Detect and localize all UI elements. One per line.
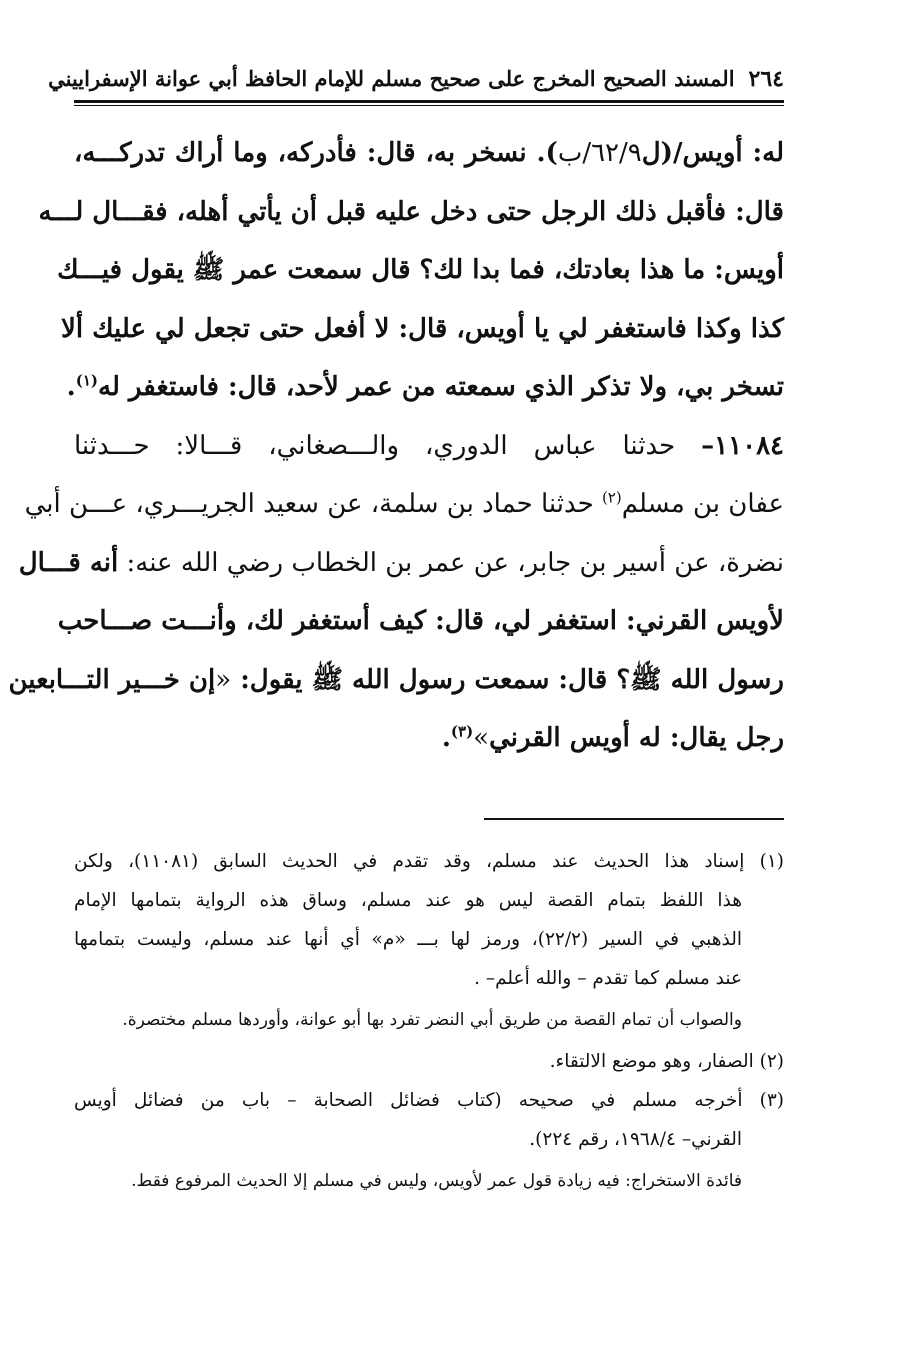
text-line-4: كذا وكذا فاستغفر لي يا أويس، قال: لا أفعل حتى تجعل لي عليك ألا [61,313,784,344]
footnote-1-line-1: (١) إسناد هذا الحديث عند مسلم، وقد تقدم في الحديث السابق (١١٠٨١)، ولكن [74,850,784,872]
quote-close: » [473,723,490,753]
text-segment-bold: أنه قـــال [18,547,119,578]
text-segment: تسخر بي، ولا تذكر الذي سمعته من عمر لأحد، قال: فاستغفر له [98,372,784,402]
text-line-9: لأويس القرني: استغفر لي، قال: كيف أستغفر لك، وأنـــت صـــاحب [57,606,784,636]
book-title: المسند الصحيح المخرج على صحيح مسلم للإمام الحافظ أبي عوانة الإسفراييني [48,66,735,91]
text-line-3: أويس: ما هذا بعادتك، فما بدا لك؟ قال سمعت عمر ﷺ يقول فيـــك [57,255,784,285]
text-segment: نضرة، عن أسير بن جابر، عن عمر بن الخطاب رضي الله عنه: [118,547,784,578]
text-segment: . [441,723,451,753]
header-rule [74,100,784,106]
text-segment: عفان بن مسلم [621,489,784,519]
text-line-1 [74,124,784,183]
hadith-number: ١١٠٨٤ [714,430,784,461]
footnote-marker: (٢) [601,488,622,507]
quote-open: « [215,664,232,695]
text-line-2: قال: فأقبل ذلك الرجل حتى دخل عليه قبل أن يأتي أهله، فقـــال لـــه [38,196,784,227]
footnote-1-line-4: عند مسلم كما تقدم – والله أعلم– . [474,967,742,989]
text-segment: ). نسخر به، قال: فأدركه، وما أراك تدركـــه، [74,138,558,168]
text-segment: . [66,372,76,402]
text-line-10 [8,651,784,710]
footnote-separator [484,818,784,820]
footnote-marker: (١) [75,371,99,390]
text-segment: حدثنا حماد بن سلمة، عن سعيد الجريـــري، عـــن أبي [24,489,602,519]
book-page [8,62,784,1312]
running-header [48,62,784,96]
footnote-marker: (٣) [450,722,474,741]
footnote-2: (٢) الصفار، وهو موضع الالتقاء. [549,1050,784,1072]
text-segment: له: أويس/(ل [641,138,784,168]
main-text [8,124,784,768]
text-line-11 [74,709,784,768]
footnotes [74,842,784,1203]
text-segment: رجل يقال: له أويس القرني [489,723,784,753]
footnote-3-note: فائدة الاستخراج: فيه زيادة قول عمر لأويس، وليس في مسلم إلا الحديث المرفوع فقط. [131,1170,742,1191]
footnote-1-line-2: هذا اللفظ بتمام القصة ليس هو عند مسلم، وساق هذه الرواية بتمامها الإمام [74,889,742,911]
footnote-3-line-1: (٣) أخرجه مسلم في صحيحه (كتاب فضائل الصحابة – باب من فضائل أويس [74,1089,784,1111]
text-line-5 [66,358,784,417]
manuscript-ref: ٦٢/٩/ب [557,138,642,168]
hadith-dash: – [701,430,715,461]
text-segment: رسول الله ﷺ؟ قال: سمعت رسول الله ﷺ يقول: [231,664,784,695]
footnote-1-line-3: الذهبي في السير (٢٢/٢)، ورمز لها بـــ «م» أي أنها عند مسلم، وليست بتمامها [74,928,742,950]
text-line-8 [18,534,784,593]
footnote-1-note: والصواب أن تمام القصة من طريق أبي النضر تفرد بها أبو عوانة، وأوردها مسلم مختصرة. [122,1009,742,1030]
text-line-7 [24,475,784,534]
text-segment: إن خـــير التـــابعين [8,664,216,695]
page-number: ٢٦٤ [748,66,784,92]
text-line-6 [74,417,784,476]
text-segment: حدثنا عباس الدوري، والـــصغاني، قـــالا: حـــدثنا [74,430,702,461]
footnote-3-line-2: القرني– ١٩٦٨/٤، رقم ٢٢٤). [529,1128,742,1150]
